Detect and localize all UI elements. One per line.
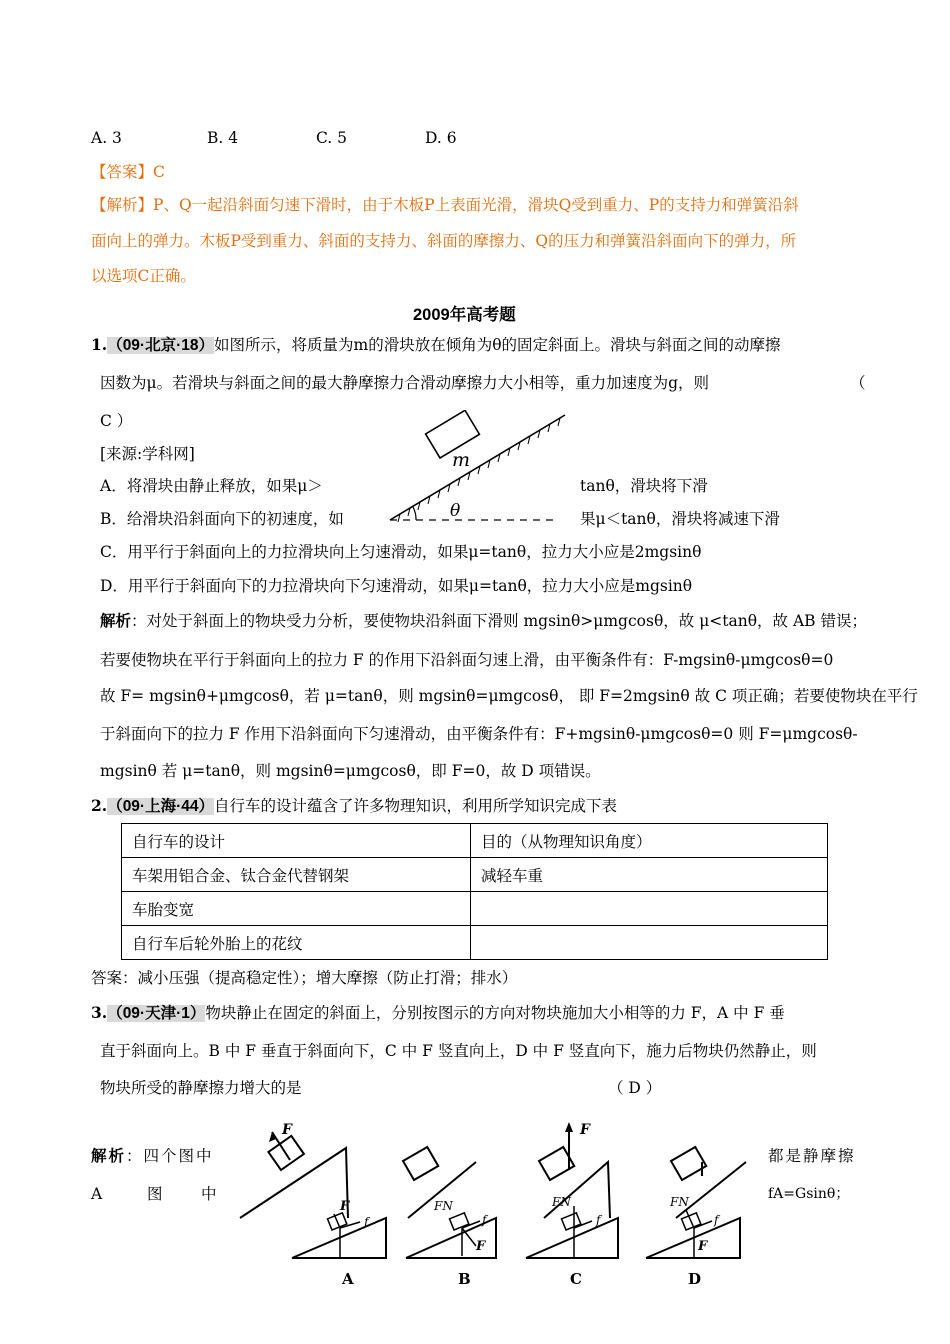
q1-solution-line-3: 故 F= mgsinθ+μmgcosθ，若 μ=tanθ，则 mgsinθ=μmgcosθ， 即 F=2mgsinθ 故 C 项正确；若要使物块在平行	[100, 687, 918, 705]
table-header-design: 自行车的设计	[122, 824, 471, 858]
table-cell	[471, 892, 828, 926]
q2-stem-text: 自行车的设计蕴含了许多物理知识，利用所学知识完成下表	[214, 797, 618, 815]
fig-label-b: B	[458, 1270, 471, 1288]
fig-d-FN: FN	[670, 1195, 689, 1209]
fig-a-top-F: F	[282, 1122, 292, 1138]
q1-solution-label: 解析	[100, 611, 132, 630]
option-b: B. 4	[207, 129, 239, 147]
table-row	[122, 824, 828, 858]
q1-stem-text-1: 如图所示，将质量为m的滑块放在倾角为θ的固定斜面上。滑块与斜面之间的动摩擦	[214, 336, 781, 354]
fig-b-f: f	[482, 1213, 487, 1227]
table-cell: 减轻车重	[471, 858, 828, 892]
fig-c-FN: FN	[552, 1195, 571, 1209]
q3-solution-text: ：四个图中	[126, 1147, 214, 1165]
q1-source: （09·北京·18）	[107, 337, 214, 354]
q1-solution-line-4: 于斜面向下的拉力 F 作用下沿斜面向下匀速滑动，由平衡条件有：F+mgsinθ-μmgcosθ=0 则 F=μmgcosθ-	[100, 725, 858, 743]
bicycle-design-table	[121, 823, 828, 960]
analysis-line-2: 面向上的弹力。木板P受到重力、斜面的支持力、斜面的摩擦力、Q的压力和弹簧沿斜面向下的弹力，所	[91, 232, 797, 250]
q3-line2-formula: fA=Gsinθ；	[768, 1186, 850, 1202]
answer-label: 【答案】	[91, 163, 154, 181]
section-title: 2009年高考题	[413, 306, 516, 324]
q1-option-c: C．用平行于斜面向上的力拉滑块向上匀速滑动，如果μ=tanθ，拉力大小应是2mgsinθ	[100, 543, 702, 561]
q3-force-figures	[236, 1118, 756, 1294]
analysis-label: 【解析】	[91, 196, 154, 214]
fig-d-F: F	[698, 1239, 708, 1254]
q3-line2-a: A	[91, 1185, 103, 1203]
table-cell: 车架用铝合金、钛合金代替钢架	[122, 858, 471, 892]
fig-c-top-F: F	[580, 1122, 590, 1138]
q1-paren-open: （	[850, 374, 866, 392]
q2-number: 2.	[91, 796, 108, 815]
fig-label-a: A	[342, 1270, 354, 1288]
q1-option-a-right: tanθ，滑块将下滑	[580, 477, 708, 495]
q3-line2-tu: 图	[147, 1185, 163, 1203]
q1-option-b-right: 果μ＜tanθ，滑块将减速下滑	[580, 510, 780, 528]
figure-a	[240, 1122, 386, 1288]
q1-option-b-left: B．给滑块沿斜面向下的初速度，如	[100, 510, 344, 528]
q3-solution-right: 都是静摩擦	[768, 1147, 856, 1165]
q1-solution-line-2: 若要使物块在平行于斜面向上的拉力 F 的作用下沿斜面匀速上滑，由平衡条件有：F-mgsinθ-μmgcosθ=0	[100, 651, 834, 669]
q1-answer: C ）	[100, 412, 133, 430]
q1-source-note: [来源:学科网]	[100, 445, 195, 463]
answer-line	[91, 162, 165, 182]
q3-stem-line-3: 物块所受的静摩擦力增大的是	[100, 1079, 302, 1097]
analysis-text-1: P、Q一起沿斜面匀速下滑时，由于木板P上表面光滑，滑块Q受到重力、P的支持力和弹簧沿斜	[153, 196, 799, 214]
option-a: A. 3	[91, 129, 122, 147]
q1-stem-line-1	[91, 335, 781, 356]
fig-b-F: F	[476, 1239, 486, 1254]
fig-a-lower-F: F	[340, 1199, 350, 1214]
q3-answer: （ D ）	[608, 1079, 662, 1097]
table-header-purpose: 目的（从物理知识角度）	[471, 824, 828, 858]
q1-solution-line-5: mgsinθ 若 μ=tanθ，则 mgsinθ=μmgcosθ，即 F=0，故 D 项错误。	[100, 762, 601, 780]
q1-angle-label: θ	[450, 501, 461, 521]
figure-d	[646, 1147, 746, 1288]
table-row	[122, 892, 828, 926]
table-cell: 自行车后轮外胎上的花纹	[122, 926, 471, 960]
fig-label-c: C	[570, 1270, 582, 1288]
q1-option-d: D．用平行于斜面向下的力拉滑块向下匀速滑动，如果μ=tanθ，拉力大小应是mgsinθ	[100, 577, 693, 595]
q3-source: （09·天津·1）	[107, 1005, 206, 1022]
q3-number: 3.	[91, 1003, 108, 1022]
table-row	[122, 926, 828, 960]
q2-stem	[91, 796, 617, 817]
q1-option-a-left: A．将滑块由静止释放，如果μ＞	[100, 477, 323, 495]
answer-value: C	[153, 163, 165, 181]
fig-label-d: D	[688, 1270, 702, 1288]
q1-solution-text-1: ：对处于斜面上的物块受力分析，要使物块沿斜面下滑则 mgsinθ>μmgcosθ，故 μ<tanθ，故 AB 错误；	[131, 612, 867, 630]
q1-incline-figure	[380, 410, 580, 530]
q3-solution-line-1	[91, 1146, 214, 1166]
table-row	[122, 858, 828, 892]
fig-b-FN: FN	[434, 1199, 453, 1213]
fig-a-f: f	[364, 1215, 369, 1229]
table-cell: 车胎变宽	[122, 892, 471, 926]
fig-c-f: f	[596, 1213, 601, 1227]
fig-d-f: f	[714, 1213, 719, 1227]
q2-source: （09·上海·44）	[107, 798, 214, 815]
q1-mass-label: m	[452, 449, 471, 471]
q1-stem-line-2: 因数为μ。若滑块与斜面之间的最大静摩擦力合滑动摩擦力大小相等，重力加速度为g，则	[100, 374, 709, 392]
q1-number: 1.	[91, 335, 108, 354]
figure-b	[403, 1147, 496, 1288]
q3-stem-text-1: 物块静止在固定的斜面上，分别按图示的方向对物块施加大小相等的力 F，A 中 F 垂	[205, 1004, 785, 1022]
q2-answer: 答案：减小压强（提高稳定性）；增大摩擦（防止打滑；排水）	[91, 969, 518, 987]
analysis-line-3: 以选项C正确。	[91, 267, 196, 285]
figure-c	[526, 1122, 618, 1288]
q3-solution-label: 解析	[91, 1146, 127, 1165]
q3-line2-zhong: 中	[201, 1185, 217, 1203]
analysis-line-1	[91, 195, 799, 215]
q3-stem-line-2: 直于斜面向上。B 中 F 垂直于斜面向下，C 中 F 竖直向上，D 中 F 竖直向下，施力后物块仍然静止，则	[100, 1042, 817, 1060]
table-cell	[471, 926, 828, 960]
q1-solution-line-1	[100, 611, 867, 631]
option-c: C. 5	[316, 129, 348, 147]
option-d: D. 6	[425, 129, 457, 147]
q3-stem-line-1	[91, 1003, 785, 1024]
